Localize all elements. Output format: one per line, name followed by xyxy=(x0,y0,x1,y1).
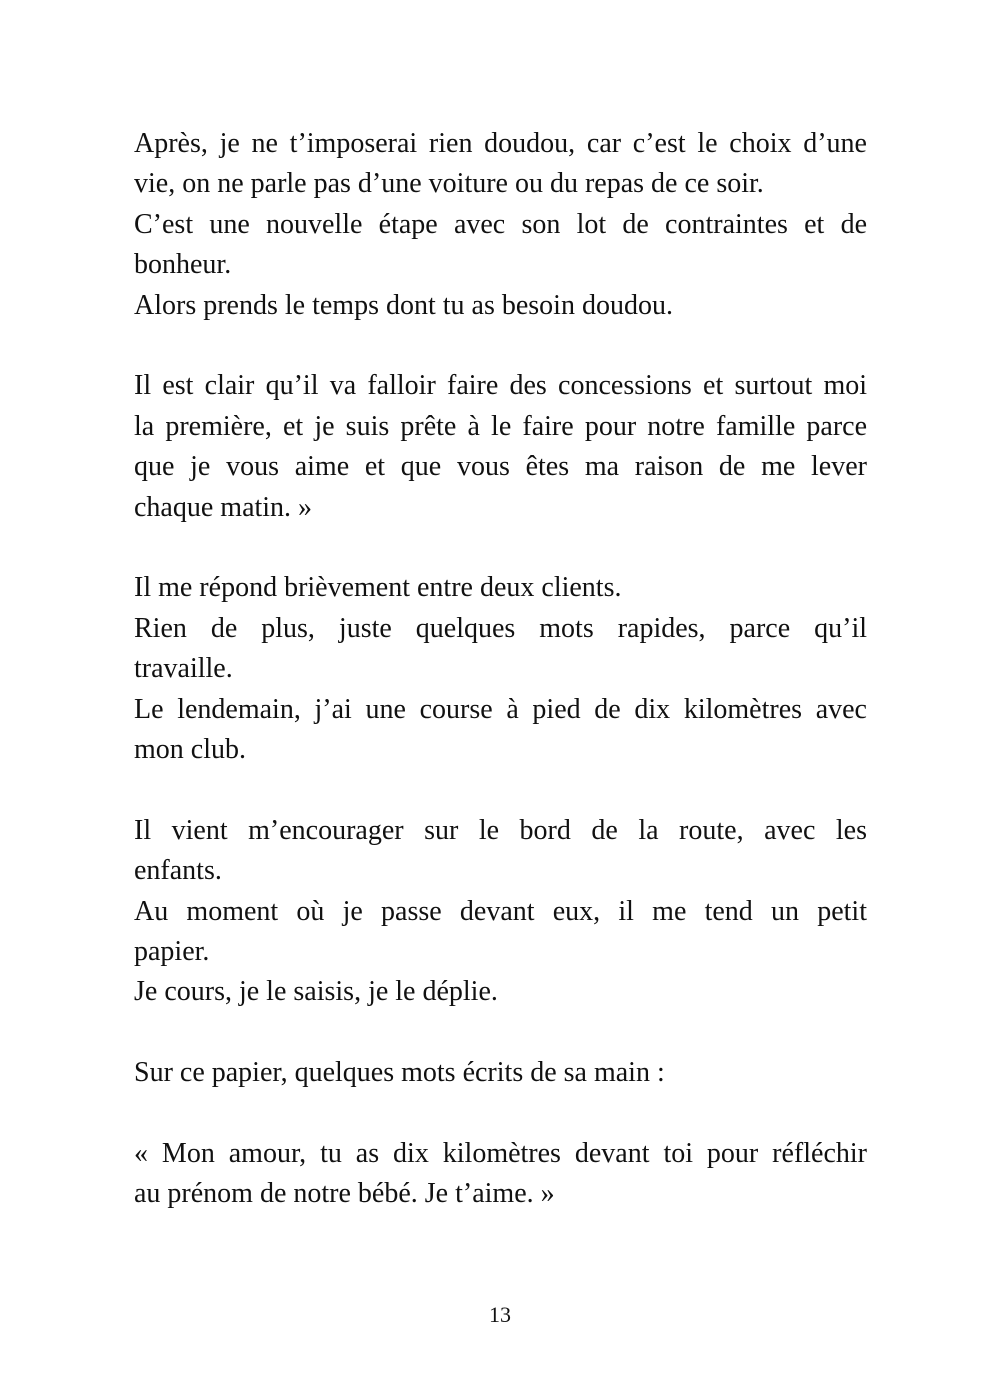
paragraph xyxy=(134,124,867,326)
text-line: que je vous aime et que vous êtes ma raison de me lever xyxy=(134,451,867,483)
text-line: mon club. xyxy=(134,734,246,766)
body-text xyxy=(134,124,867,1255)
page-number: 13 xyxy=(489,1302,511,1327)
text-line: Il me répond brièvement entre deux clients. xyxy=(134,572,622,604)
text-line: chaque matin. » xyxy=(134,491,313,523)
text-line: Je cours, je le saisis, je le déplie. xyxy=(134,976,498,1008)
text-line: Rien de plus, juste quelques mots rapides, parce qu’il xyxy=(134,612,867,644)
text-line: Il vient m’encourager sur le bord de la route, avec les xyxy=(134,814,867,846)
text-line: travaille. xyxy=(134,653,233,685)
text-line: C’est une nouvelle étape avec son lot de contraintes et de xyxy=(134,208,867,240)
paragraph xyxy=(134,811,867,1013)
text-line: Le lendemain, j’ai une course à pied de dix kilomètres avec xyxy=(134,693,867,725)
text-line: vie, on ne parle pas d’une voiture ou du repas de ce soir. xyxy=(134,168,764,200)
text-line: la première, et je suis prête à le faire pour notre famille parce xyxy=(134,410,867,442)
paragraph xyxy=(134,568,867,770)
text-line: enfants. xyxy=(134,855,222,887)
text-line: Au moment où je passe devant eux, il me tend un petit xyxy=(134,895,867,927)
text-line: papier. xyxy=(134,936,210,968)
text-line: Alors prends le temps dont tu as besoin doudou. xyxy=(134,289,673,321)
paragraph xyxy=(134,366,867,528)
text-line: au prénom de notre bébé. Je t’aime. » xyxy=(134,1178,555,1210)
paragraph xyxy=(134,1053,867,1093)
paragraph xyxy=(134,1134,867,1215)
text-line: Sur ce papier, quelques mots écrits de sa main : xyxy=(134,1057,665,1089)
text-line: Il est clair qu’il va falloir faire des concessions et surtout moi xyxy=(134,370,867,402)
text-line: Après, je ne t’imposerai rien doudou, car c’est le choix d’une xyxy=(134,128,867,159)
text-line: bonheur. xyxy=(134,249,232,281)
text-line: « Mon amour, tu as dix kilomètres devant toi pour réfléchir xyxy=(134,1138,867,1170)
